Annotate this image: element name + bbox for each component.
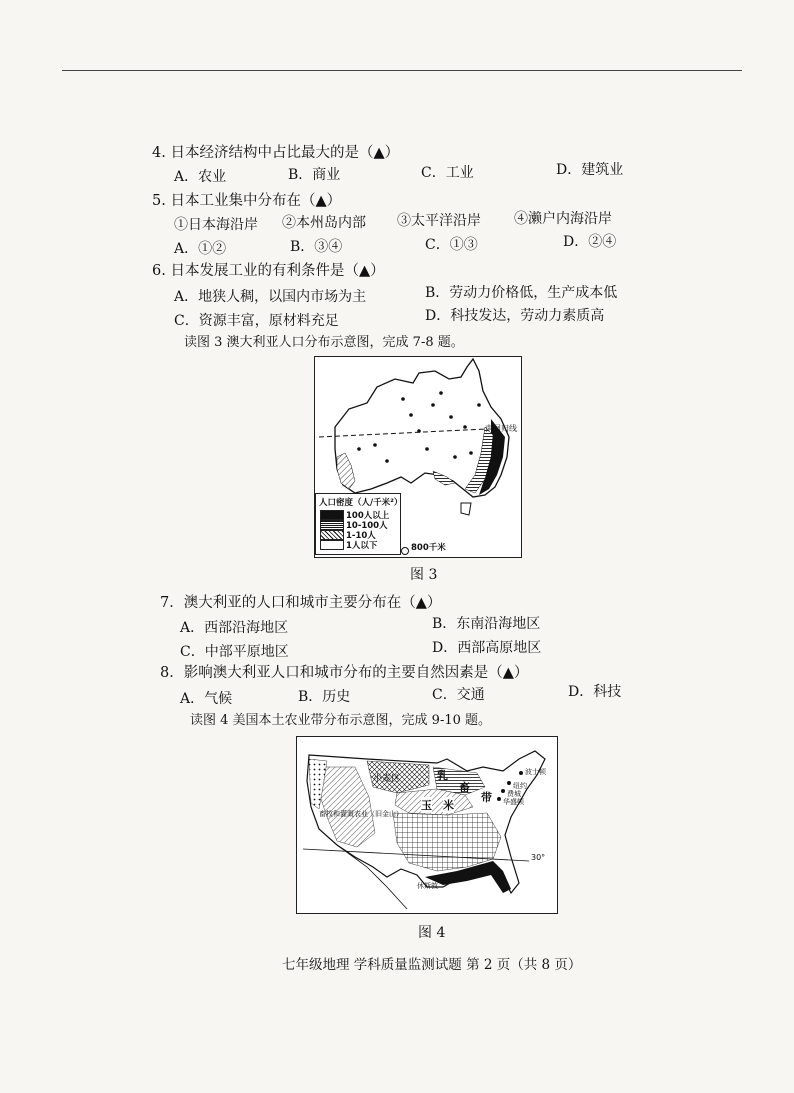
intro-9-10: 读图 4 美国本土农业带分布示意图，完成 9-10 题。 xyxy=(190,713,492,728)
q4-option-c[interactable]: C．工业 xyxy=(421,165,474,181)
label-pin: 畜 xyxy=(459,781,470,794)
q7-option-d[interactable]: D．西部高原地区 xyxy=(432,640,542,656)
q5-item-1: ①日本海沿岸 xyxy=(174,217,258,233)
q6-option-a[interactable]: A．地狭人稠，以国内市场为主 xyxy=(174,289,367,305)
tasmania-outline xyxy=(461,503,471,515)
q7-stem: 7．澳大利亚的人口和城市主要分布在（▲） xyxy=(160,595,442,611)
figure4-caption: 图 4 xyxy=(418,925,446,941)
q5-item-2: ②本州岛内部 xyxy=(282,215,366,231)
q5-option-b[interactable]: B．③④ xyxy=(290,239,343,255)
legend-item-1: 100人以上 xyxy=(346,511,390,521)
q4-option-a[interactable]: A．农业 xyxy=(174,169,227,185)
q6-stem: 6. 日本发展工业的有利条件是（▲） xyxy=(152,263,385,279)
q4-option-b[interactable]: B．商业 xyxy=(288,167,341,183)
label-ranch: 畜牧和灌溉农业（旧金山） xyxy=(319,810,403,818)
q8-option-b[interactable]: B．历史 xyxy=(298,689,351,705)
label-houston: 休斯敦 xyxy=(417,882,438,890)
label-philly: 费城 xyxy=(507,790,521,798)
q6-option-b[interactable]: B．劳动力价格低，生产成本低 xyxy=(425,285,618,301)
q4-stem: 4. 日本经济结构中占比最大的是（▲） xyxy=(152,145,400,161)
scale-label: 800千米 xyxy=(411,543,446,553)
q4-option-d[interactable]: D．建筑业 xyxy=(556,162,624,178)
q8-stem: 8．影响澳大利亚人口和城市分布的主要自然因素是（▲） xyxy=(160,665,529,681)
tropic-label: 南回归线 xyxy=(485,424,517,433)
q8-option-d[interactable]: D．科技 xyxy=(568,684,622,700)
legend-swatch-sparse xyxy=(320,540,344,550)
label-yu: 玉 xyxy=(421,799,432,812)
legend-title: 人口密度（人/千米²） xyxy=(319,498,403,508)
q5-option-a[interactable]: A．①② xyxy=(174,241,227,257)
q5-option-d[interactable]: D．②④ xyxy=(563,234,617,250)
label-dai: 带 xyxy=(481,791,492,804)
legend-item-2: 10-100人 xyxy=(346,521,388,531)
label-newyork: 纽约 xyxy=(513,782,527,790)
q7-option-b[interactable]: B．东南沿海地区 xyxy=(432,616,541,632)
legend-item-4: 1人以下 xyxy=(346,541,378,551)
q7-option-c[interactable]: C．中部平原地区 xyxy=(180,644,289,660)
label-jia: 甲 xyxy=(479,865,490,878)
q6-option-d[interactable]: D．科技发达，劳动力素质高 xyxy=(425,308,605,324)
legend-swatch-medium xyxy=(320,520,344,530)
label-ru: 乳 xyxy=(437,769,448,782)
figure3-map xyxy=(314,356,522,558)
q8-option-c[interactable]: C．交通 xyxy=(432,687,485,703)
label-wheat: 小麦区 xyxy=(373,774,401,784)
q5-item-3: ③太平洋沿岸 xyxy=(397,213,481,229)
q7-option-a[interactable]: A．西部沿海地区 xyxy=(180,620,289,636)
q5-option-c[interactable]: C．①③ xyxy=(425,237,478,253)
label-dc: 华盛顿 xyxy=(503,798,524,806)
legend-item-3: 1-10人 xyxy=(346,531,376,541)
figure3-legend xyxy=(315,493,401,555)
label-boston: 波士顿 xyxy=(525,768,546,776)
q5-item-4: ④濑户内海沿岸 xyxy=(514,211,612,227)
figure4-map xyxy=(296,736,558,914)
q5-stem: 5. 日本工业集中分布在（▲） xyxy=(152,193,342,209)
label-lat: 30° xyxy=(531,853,546,862)
legend-swatch-low xyxy=(320,530,344,540)
header-rule xyxy=(62,70,742,71)
q6-option-c[interactable]: C．资源丰富，原材料充足 xyxy=(174,313,339,329)
label-mi: 米 xyxy=(443,799,454,812)
page-footer: 七年级地理 学科质量监测试题 第 2 页（共 8 页） xyxy=(282,957,582,973)
figure3-caption: 图 3 xyxy=(410,567,438,583)
intro-7-8: 读图 3 澳大利亚人口分布示意图，完成 7-8 题。 xyxy=(184,335,464,350)
legend-swatch-dense xyxy=(320,510,344,520)
q8-option-a[interactable]: A．气候 xyxy=(180,691,233,707)
scale-marker xyxy=(401,547,409,555)
